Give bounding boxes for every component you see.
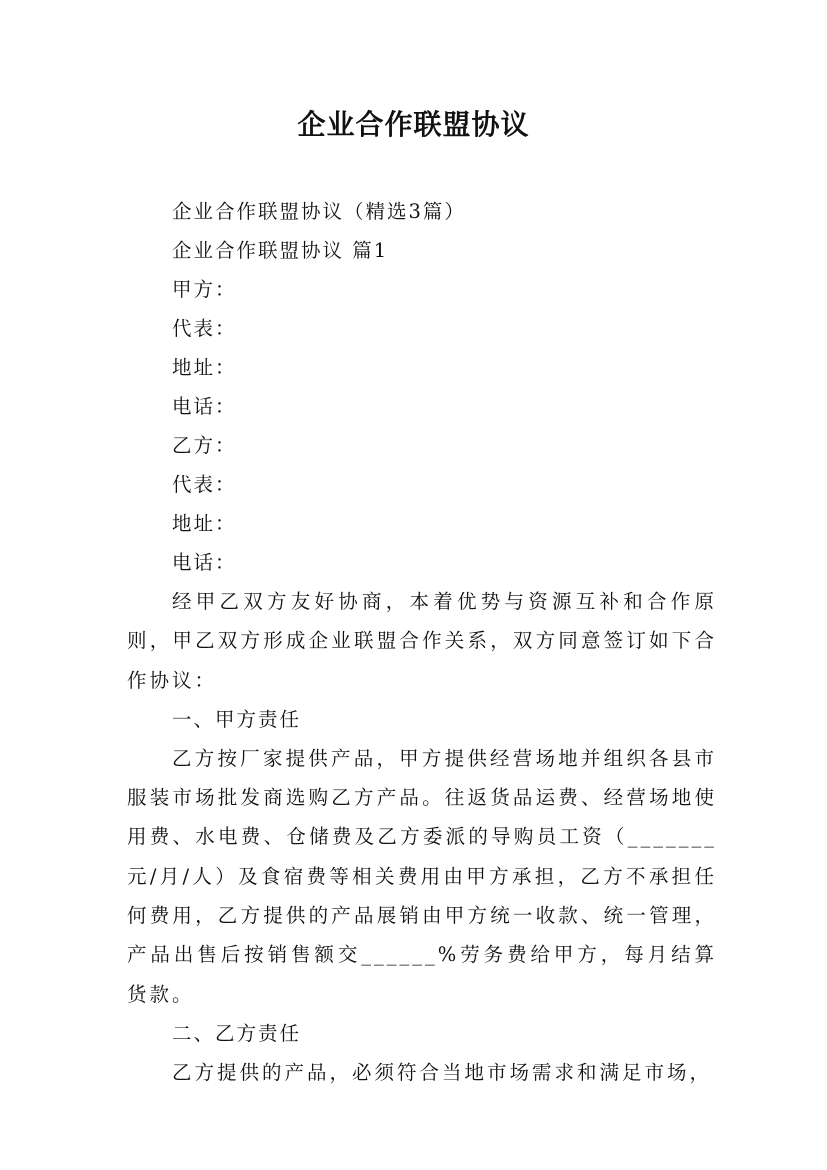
party-b-label: 乙方： <box>172 434 237 457</box>
intro-paragraph: 经甲乙双方友好协商，本着优势与资源互补和合作原则，甲乙双方形成企业联盟合作关系，双方同意签订如下合作协议： <box>127 590 717 692</box>
party-a-responsibility-paragraph: 乙方按厂家提供产品，甲方提供经营场地并组织各县市服装市场批发商选购乙方产品。往返货品运费、经营场地使用费、水电费、仓储费及乙方委派的导购员工资（_______元/月/人）及食宿费等相关费用由甲方承担，乙方不承担任何费用，乙方提供的产品展销由甲方统一收款、统一管理，产品出售后按销售额交______%劳务费给甲方，每月结算货款。 <box>127 746 717 1006</box>
section-heading-party-a: 一、甲方责任 <box>172 707 302 731</box>
party-a-representative: 代表： <box>172 317 237 340</box>
subtitle-line: 企业合作联盟协议（精选3篇） <box>172 200 466 223</box>
party-b-responsibility-paragraph: 乙方提供的产品，必须符合当地市场需求和满足市场， <box>172 1060 713 1084</box>
section-heading-party-b: 二、乙方责任 <box>172 1021 302 1045</box>
party-b-address: 地址： <box>172 512 237 535</box>
section-title-line: 企业合作联盟协议 篇1 <box>172 239 389 262</box>
party-a-label: 甲方： <box>172 278 237 301</box>
party-a-address: 地址： <box>172 356 237 379</box>
party-b-phone: 电话： <box>172 551 237 574</box>
document-title: 企业合作联盟协议 <box>297 108 530 141</box>
party-a-phone: 电话： <box>172 395 237 418</box>
party-b-representative: 代表： <box>172 473 237 496</box>
document-body <box>127 192 717 1092</box>
